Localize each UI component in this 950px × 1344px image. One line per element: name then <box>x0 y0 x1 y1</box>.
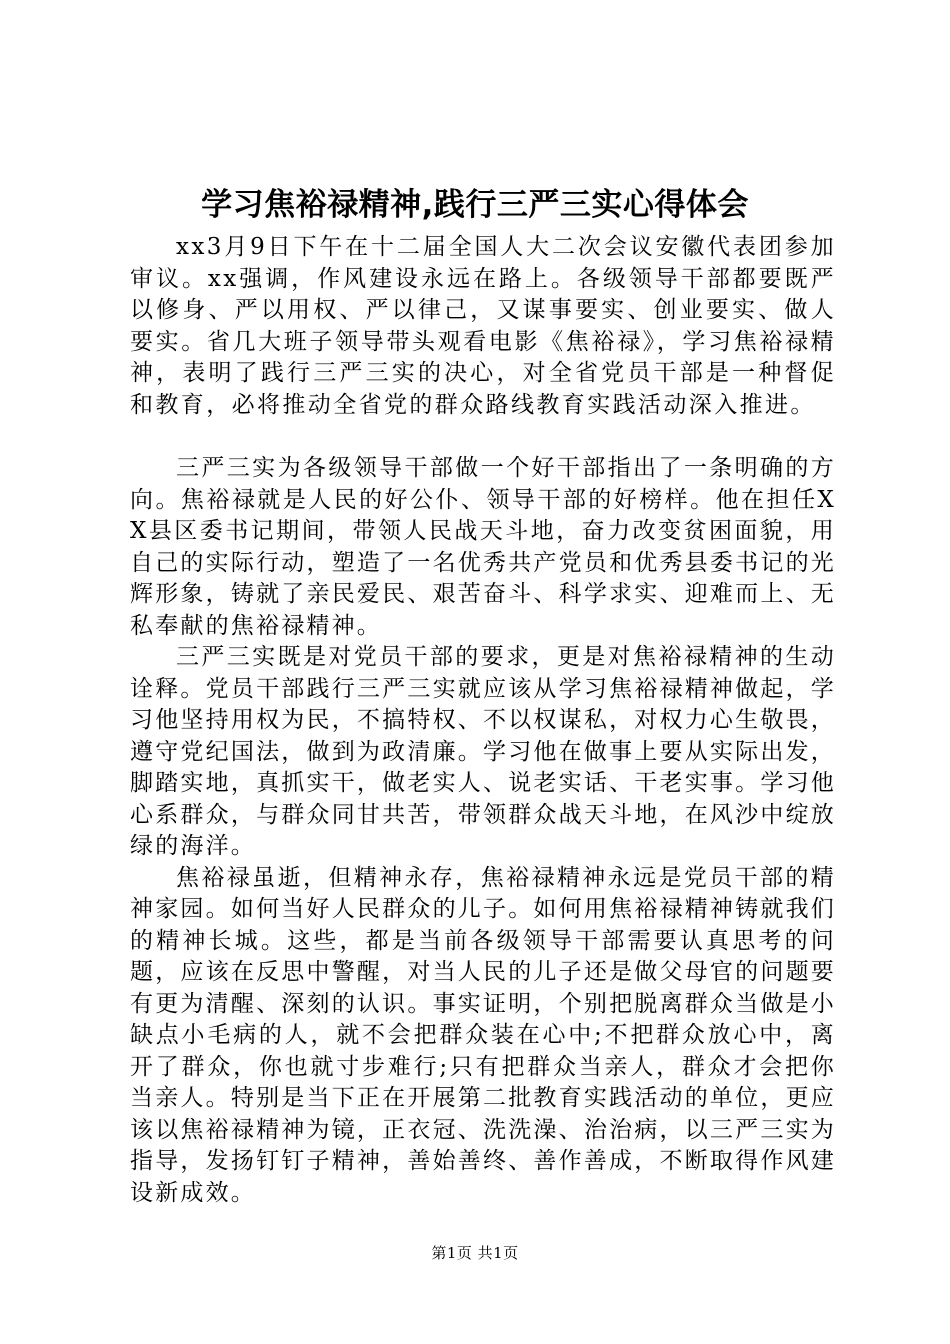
document-body <box>130 232 836 1209</box>
paragraph-4: 焦裕禄虽逝，但精神永存，焦裕禄精神永远是党员干部的精神家园。如何当好人民群众的儿子。如何用焦裕禄精神铸就我们的精神长城。这些，都是当前各级领导干部需要认真思考的问题，应该在反思中警醒，对当人民的儿子还是做父母官的问题要有更为清醒、深刻的认识。事实证明，个别把脱离群众当做是小缺点小毛病的人，就不会把群众装在心中;不把群众放心中，离开了群众，你也就寸步难行;只有把群众当亲人，群众才会把你当亲人。特别是当下正在开展第二批教育实践活动的单位，更应该以焦裕禄精神为镜，正衣冠、洗洗澡、治治病，以三严三实为指导，发扬钉钉子精神，善始善终、善作善成，不断取得作风建设新成效。 <box>130 864 836 1206</box>
paragraph-gap <box>130 421 836 453</box>
paragraph-2: 三严三实为各级领导干部做一个好干部指出了一条明确的方向。焦裕禄就是人民的好公仆、领导干部的好榜样。他在担任XX县区委书记期间，带领人民战天斗地，奋力改变贫困面貌，用自己的实际行动，塑造了一名优秀共产党员和优秀县委书记的光辉形象，铸就了亲民爱民、艰苦奋斗、科学求实、迎难而上、无私奉献的焦裕禄精神。 <box>130 455 836 639</box>
page-number-footer: 第1页 共1页 <box>431 1244 519 1262</box>
paragraph-1: xx3月9日下午在十二届全国人大二次会议安徽代表团参加审议。xx强调，作风建设永远在路上。各级领导干部都要既严以修身、严以用权、严以律己，又谋事要实、创业要实、做人要实。省几大班子领导带头观看电影《焦裕禄》，学习焦裕禄精神，表明了践行三严三实的决心，对全省党员干部是一种督促和教育，必将推动全省党的群众路线教育实践活动深入推进。 <box>130 234 836 418</box>
document-title: 学习焦裕禄精神,践行三严三实心得体会 <box>201 187 749 223</box>
paragraph-3: 三严三实既是对党员干部的要求，更是对焦裕禄精神的生动诠释。党员干部践行三严三实就应该从学习焦裕禄精神做起，学习他坚持用权为民，不搞特权、不以权谋私，对权力心生敬畏，遵守党纪国法，做到为政清廉。学习他在做事上要从实际出发，脚踏实地，真抓实干，做老实人、说老实话、干老实事。学习他心系群众，与群众同甘共苦，带领群众战天斗地，在风沙中绽放绿的海洋。 <box>130 644 836 859</box>
